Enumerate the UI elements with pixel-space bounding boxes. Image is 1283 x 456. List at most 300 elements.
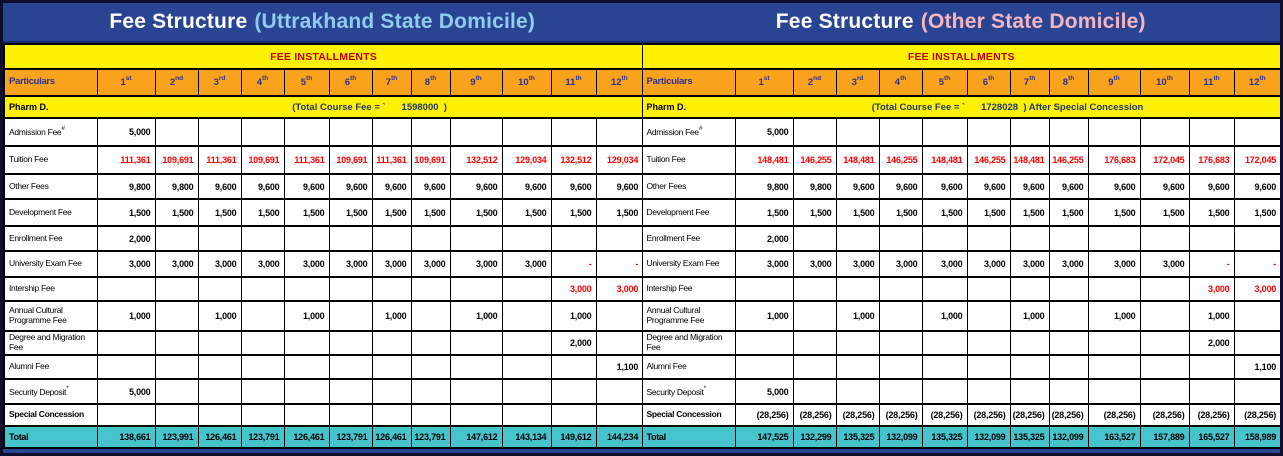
fee-cell (411, 277, 450, 301)
fee-cell (1049, 277, 1088, 301)
program-row (4, 96, 643, 118)
fee-cell (502, 331, 551, 355)
title-prefix-left: Fee Structure (109, 10, 248, 33)
fee-cell: (28,256) (1049, 404, 1088, 426)
fee-cell (198, 118, 241, 146)
fee-cell (922, 118, 967, 146)
fee-cell (1010, 355, 1049, 379)
column-header-10th: 10th (1140, 69, 1189, 96)
fee-cell (879, 355, 922, 379)
fee-cell: 5,000 (97, 118, 155, 146)
fee-row (642, 146, 1281, 174)
fee-cell: (28,256) (922, 404, 967, 426)
fee-cell: 9,600 (1140, 174, 1189, 199)
fee-cell: 9,600 (1049, 174, 1088, 199)
column-header-12th: 12th (1234, 69, 1281, 96)
fee-cell (284, 355, 329, 379)
fee-cell (596, 301, 643, 331)
fee-cell (836, 277, 879, 301)
fee-cell (411, 331, 450, 355)
fee-row (642, 379, 1281, 404)
fee-cell: 9,600 (284, 174, 329, 199)
column-header-10th: 10th (502, 69, 551, 96)
fee-cell (836, 226, 879, 251)
fee-cell (1189, 355, 1234, 379)
fee-row (4, 355, 643, 379)
fee-cell (735, 277, 793, 301)
fee-cell (1088, 331, 1140, 355)
total-cell: 132,099 (1049, 426, 1088, 448)
fee-cell (596, 118, 643, 146)
fee-cell: 1,500 (551, 199, 596, 226)
fee-cell (551, 118, 596, 146)
tables-area (3, 43, 1280, 453)
total-cell: 132,099 (879, 426, 922, 448)
fee-cell (836, 379, 879, 404)
fee-cell: 146,255 (967, 146, 1010, 174)
fee-row (642, 331, 1281, 355)
fee-cell (879, 331, 922, 355)
total-row (4, 426, 643, 448)
fee-cell (551, 404, 596, 426)
fee-cell: 1,500 (596, 199, 643, 226)
title-highlight-left: (Uttrakhand State Domicile) (254, 10, 536, 33)
fee-cell (241, 404, 284, 426)
fee-cell: 172,045 (1140, 146, 1189, 174)
fee-cell (450, 404, 502, 426)
fee-row (642, 226, 1281, 251)
fee-row (4, 331, 643, 355)
fee-cell: 3,000 (1189, 277, 1234, 301)
fee-row (4, 301, 643, 331)
fee-cell (967, 355, 1010, 379)
fee-cell (198, 355, 241, 379)
fee-cell (97, 277, 155, 301)
row-label: Special Concession (642, 404, 735, 426)
fee-cell (372, 404, 411, 426)
fee-installments-row (642, 44, 1281, 69)
fee-cell: 2,000 (735, 226, 793, 251)
fee-cell (967, 118, 1010, 146)
fee-cell: 1,500 (198, 199, 241, 226)
fee-cell (1234, 301, 1281, 331)
fee-cell: 9,600 (879, 174, 922, 199)
fee-cell (967, 226, 1010, 251)
fee-cell: 9,800 (155, 174, 198, 199)
fee-cell: 111,361 (372, 146, 411, 174)
row-label: Enrollment Fee (4, 226, 97, 251)
fee-cell: 3,000 (502, 251, 551, 277)
column-header-9th: 9th (450, 69, 502, 96)
fee-row (4, 118, 643, 146)
fee-cell: - (1234, 251, 1281, 277)
fee-table-section-other-state (642, 43, 1281, 449)
fee-cell (1140, 331, 1189, 355)
fee-cell: - (1189, 251, 1234, 277)
fee-cell: 1,500 (1140, 199, 1189, 226)
row-label: Degree and Migration Fee (4, 331, 97, 355)
fee-cell: (28,256) (1140, 404, 1189, 426)
fee-cell: 1,500 (922, 199, 967, 226)
fee-cell (1234, 226, 1281, 251)
fee-cell (411, 355, 450, 379)
fee-cell (596, 331, 643, 355)
fee-cell: 1,100 (1234, 355, 1281, 379)
fee-cell (241, 118, 284, 146)
total-cell: 158,989 (1234, 426, 1281, 448)
total-cell: 165,527 (1189, 426, 1234, 448)
fee-cell (284, 379, 329, 404)
row-label: Annual Cultural Programme Fee (642, 301, 735, 331)
total-cell: 123,791 (241, 426, 284, 448)
total-label: Total (4, 426, 97, 448)
fee-cell (241, 226, 284, 251)
fee-cell: (28,256) (836, 404, 879, 426)
row-label: Degree and Migration Fee (642, 331, 735, 355)
fee-cell: 9,600 (596, 174, 643, 199)
fee-cell (1088, 277, 1140, 301)
title-band (3, 3, 1280, 43)
row-label: Special Concession (4, 404, 97, 426)
fee-cell (450, 226, 502, 251)
fee-cell: 1,000 (284, 301, 329, 331)
row-label: Admission Fee# (642, 118, 735, 146)
fee-cell (836, 355, 879, 379)
fee-cell: 3,000 (450, 251, 502, 277)
fee-cell (329, 331, 372, 355)
fee-row (642, 199, 1281, 226)
total-cell: 123,991 (155, 426, 198, 448)
fee-cell: 1,500 (1010, 199, 1049, 226)
fee-cell (372, 355, 411, 379)
fee-cell (967, 331, 1010, 355)
fee-cell: 1,500 (372, 199, 411, 226)
total-cell: 123,791 (329, 426, 372, 448)
fee-cell (450, 331, 502, 355)
fee-cell (879, 118, 922, 146)
fee-cell: 129,034 (596, 146, 643, 174)
particulars-header: Particulars (642, 69, 735, 96)
column-header-9th: 9th (1088, 69, 1140, 96)
column-header-2nd: 2nd (793, 69, 836, 96)
fee-cell (155, 355, 198, 379)
fee-cell (502, 226, 551, 251)
fee-cell: 176,683 (1189, 146, 1234, 174)
fee-cell: 9,600 (198, 174, 241, 199)
fee-cell: 148,481 (836, 146, 879, 174)
fee-cell: 148,481 (1010, 146, 1049, 174)
row-label: Security Deposit* (642, 379, 735, 404)
fee-cell (1140, 226, 1189, 251)
total-cell: 132,299 (793, 426, 836, 448)
fee-cell (411, 226, 450, 251)
column-header-2nd: 2nd (155, 69, 198, 96)
fee-row (4, 174, 643, 199)
title-prefix-right: Fee Structure (775, 10, 914, 33)
row-label: Intership Fee (4, 277, 97, 301)
fee-cell (1234, 118, 1281, 146)
fee-cell (450, 355, 502, 379)
fee-cell: (28,256) (1234, 404, 1281, 426)
fee-cell (372, 331, 411, 355)
fee-cell (198, 331, 241, 355)
fee-cell (879, 379, 922, 404)
fee-cell: 5,000 (97, 379, 155, 404)
title-uttrakhand (3, 3, 642, 41)
fee-cell (1234, 331, 1281, 355)
total-cell: 135,325 (922, 426, 967, 448)
fee-cell (879, 226, 922, 251)
fee-cell (735, 331, 793, 355)
fee-cell (1049, 301, 1088, 331)
fee-cell (155, 379, 198, 404)
fee-cell: 109,691 (155, 146, 198, 174)
fee-cell (284, 226, 329, 251)
column-header-1st: 1st (735, 69, 793, 96)
fee-cell: 109,691 (329, 146, 372, 174)
fee-cell: 111,361 (198, 146, 241, 174)
total-cell: 157,889 (1140, 426, 1189, 448)
fee-cell: 1,000 (1189, 301, 1234, 331)
fee-cell: (28,256) (793, 404, 836, 426)
column-header-row (4, 69, 643, 96)
fee-cell (97, 355, 155, 379)
fee-cell (372, 226, 411, 251)
fee-cell: 146,255 (793, 146, 836, 174)
fee-cell: 9,600 (1189, 174, 1234, 199)
fee-cell (241, 355, 284, 379)
row-label: Other Fees (4, 174, 97, 199)
fee-cell: 1,000 (450, 301, 502, 331)
fee-cell: 3,000 (735, 251, 793, 277)
fee-row (642, 404, 1281, 426)
fee-cell (502, 379, 551, 404)
fee-row (4, 226, 643, 251)
fee-installments-row (4, 44, 643, 69)
fee-cell (967, 379, 1010, 404)
fee-cell (155, 301, 198, 331)
fee-cell: 3,000 (241, 251, 284, 277)
row-label: University Exam Fee (642, 251, 735, 277)
fee-cell (155, 226, 198, 251)
program-row (642, 96, 1281, 118)
fee-cell: 1,500 (879, 199, 922, 226)
column-header-1st: 1st (97, 69, 155, 96)
fee-cell (372, 118, 411, 146)
fee-cell: 1,500 (793, 199, 836, 226)
fee-cell (502, 118, 551, 146)
fee-cell (1049, 355, 1088, 379)
fee-cell: 3,000 (284, 251, 329, 277)
fee-cell (735, 355, 793, 379)
row-label: Admission Fee# (4, 118, 97, 146)
fee-cell: 3,000 (411, 251, 450, 277)
fee-cell (922, 277, 967, 301)
fee-cell: 132,512 (551, 146, 596, 174)
fee-cell: 3,000 (97, 251, 155, 277)
fee-row (642, 174, 1281, 199)
fee-cell: 1,000 (551, 301, 596, 331)
fee-cell (284, 118, 329, 146)
fee-cell (241, 331, 284, 355)
fee-cell: 9,600 (922, 174, 967, 199)
fee-cell: 1,000 (836, 301, 879, 331)
fee-cell: 9,800 (735, 174, 793, 199)
fee-cell: 5,000 (735, 379, 793, 404)
fee-cell: 1,000 (735, 301, 793, 331)
total-cell: 135,325 (836, 426, 879, 448)
fee-cell (793, 331, 836, 355)
fee-cell (502, 301, 551, 331)
program-label: Pharm D. (4, 96, 97, 118)
fee-cell: 9,800 (793, 174, 836, 199)
fee-cell: 3,000 (967, 251, 1010, 277)
fee-cell (1189, 226, 1234, 251)
fee-cell (450, 277, 502, 301)
fee-cell: 3,000 (372, 251, 411, 277)
fee-cell (241, 277, 284, 301)
fee-cell: 1,000 (1088, 301, 1140, 331)
fee-cell (1189, 379, 1234, 404)
fee-cell (1049, 379, 1088, 404)
fee-cell (1049, 118, 1088, 146)
fee-cell: 3,000 (1140, 251, 1189, 277)
fee-cell (411, 118, 450, 146)
fee-cell: 9,800 (97, 174, 155, 199)
fee-cell: 1,500 (241, 199, 284, 226)
fee-cell (879, 277, 922, 301)
fee-cell (1010, 226, 1049, 251)
total-cell: 132,099 (967, 426, 1010, 448)
fee-cell (967, 301, 1010, 331)
fee-cell: 1,500 (97, 199, 155, 226)
fee-cell (1088, 355, 1140, 379)
fee-cell (1140, 355, 1189, 379)
fee-cell: (28,256) (1010, 404, 1049, 426)
fee-cell (836, 118, 879, 146)
fee-cell (1010, 331, 1049, 355)
fee-cell (793, 226, 836, 251)
fee-cell (1010, 277, 1049, 301)
fee-cell: 148,481 (922, 146, 967, 174)
fee-cell: 9,600 (1010, 174, 1049, 199)
fee-row (642, 301, 1281, 331)
fee-row (4, 277, 643, 301)
row-label: Alumni Fee (4, 355, 97, 379)
column-header-11th: 11th (551, 69, 596, 96)
fee-cell (551, 355, 596, 379)
fee-cell (198, 404, 241, 426)
column-header-11th: 11th (1189, 69, 1234, 96)
fee-cell: 1,000 (1010, 301, 1049, 331)
fee-cell: 3,000 (922, 251, 967, 277)
fee-cell: 9,600 (411, 174, 450, 199)
fee-row (642, 251, 1281, 277)
fee-cell (922, 226, 967, 251)
fee-table-other-state (642, 43, 1283, 449)
fee-cell (284, 331, 329, 355)
fee-cell: 1,500 (735, 199, 793, 226)
fee-cell: 9,600 (372, 174, 411, 199)
row-label: Enrollment Fee (642, 226, 735, 251)
fee-cell (329, 404, 372, 426)
fee-cell (502, 277, 551, 301)
fee-cell (450, 118, 502, 146)
column-header-5th: 5th (922, 69, 967, 96)
total-cell: 126,461 (198, 426, 241, 448)
fee-cell: 3,000 (155, 251, 198, 277)
total-cell: 126,461 (372, 426, 411, 448)
fee-cell: 3,000 (793, 251, 836, 277)
fee-cell (596, 379, 643, 404)
fee-cell (198, 379, 241, 404)
fee-row (4, 146, 643, 174)
column-header-8th: 8th (1049, 69, 1088, 96)
fee-cell: (28,256) (967, 404, 1010, 426)
fee-cell: 3,000 (879, 251, 922, 277)
fee-cell (450, 379, 502, 404)
fee-cell (967, 277, 1010, 301)
fee-cell (97, 331, 155, 355)
column-header-6th: 6th (967, 69, 1010, 96)
fee-cell: (28,256) (735, 404, 793, 426)
fee-cell: 3,000 (1049, 251, 1088, 277)
fee-cell: 3,000 (1010, 251, 1049, 277)
fee-cell: 1,500 (836, 199, 879, 226)
column-header-3rd: 3rd (198, 69, 241, 96)
column-header-4th: 4th (879, 69, 922, 96)
fee-row (4, 199, 643, 226)
fee-cell (836, 331, 879, 355)
fee-cell: - (551, 251, 596, 277)
column-header-8th: 8th (411, 69, 450, 96)
fee-cell: 1,500 (329, 199, 372, 226)
fee-cell: 5,000 (735, 118, 793, 146)
column-header-4th: 4th (241, 69, 284, 96)
fee-cell: - (596, 251, 643, 277)
fee-cell (1140, 277, 1189, 301)
fee-cell (198, 226, 241, 251)
fee-cell: 1,500 (1049, 199, 1088, 226)
fee-cell (411, 404, 450, 426)
fee-cell (922, 379, 967, 404)
column-header-3rd: 3rd (836, 69, 879, 96)
fee-cell (502, 404, 551, 426)
fee-cell (372, 277, 411, 301)
fee-cell: 9,600 (836, 174, 879, 199)
fee-cell (922, 355, 967, 379)
total-label: Total (642, 426, 735, 448)
row-label: Tuition Fee (642, 146, 735, 174)
row-label: Tuition Fee (4, 146, 97, 174)
column-header-5th: 5th (284, 69, 329, 96)
fee-cell (1010, 379, 1049, 404)
fee-cell: 9,600 (1088, 174, 1140, 199)
fee-cell (284, 404, 329, 426)
fee-cell: 176,683 (1088, 146, 1140, 174)
row-label: Other Fees (642, 174, 735, 199)
total-cell: 135,325 (1010, 426, 1049, 448)
total-cell: 126,461 (284, 426, 329, 448)
fee-cell: 1,500 (1088, 199, 1140, 226)
fee-cell: 111,361 (284, 146, 329, 174)
row-label: Annual Cultural Programme Fee (4, 301, 97, 331)
fee-cell: 129,034 (502, 146, 551, 174)
fee-cell: 111,361 (97, 146, 155, 174)
fee-cell (1049, 331, 1088, 355)
fee-cell: 1,500 (284, 199, 329, 226)
fee-cell (155, 118, 198, 146)
